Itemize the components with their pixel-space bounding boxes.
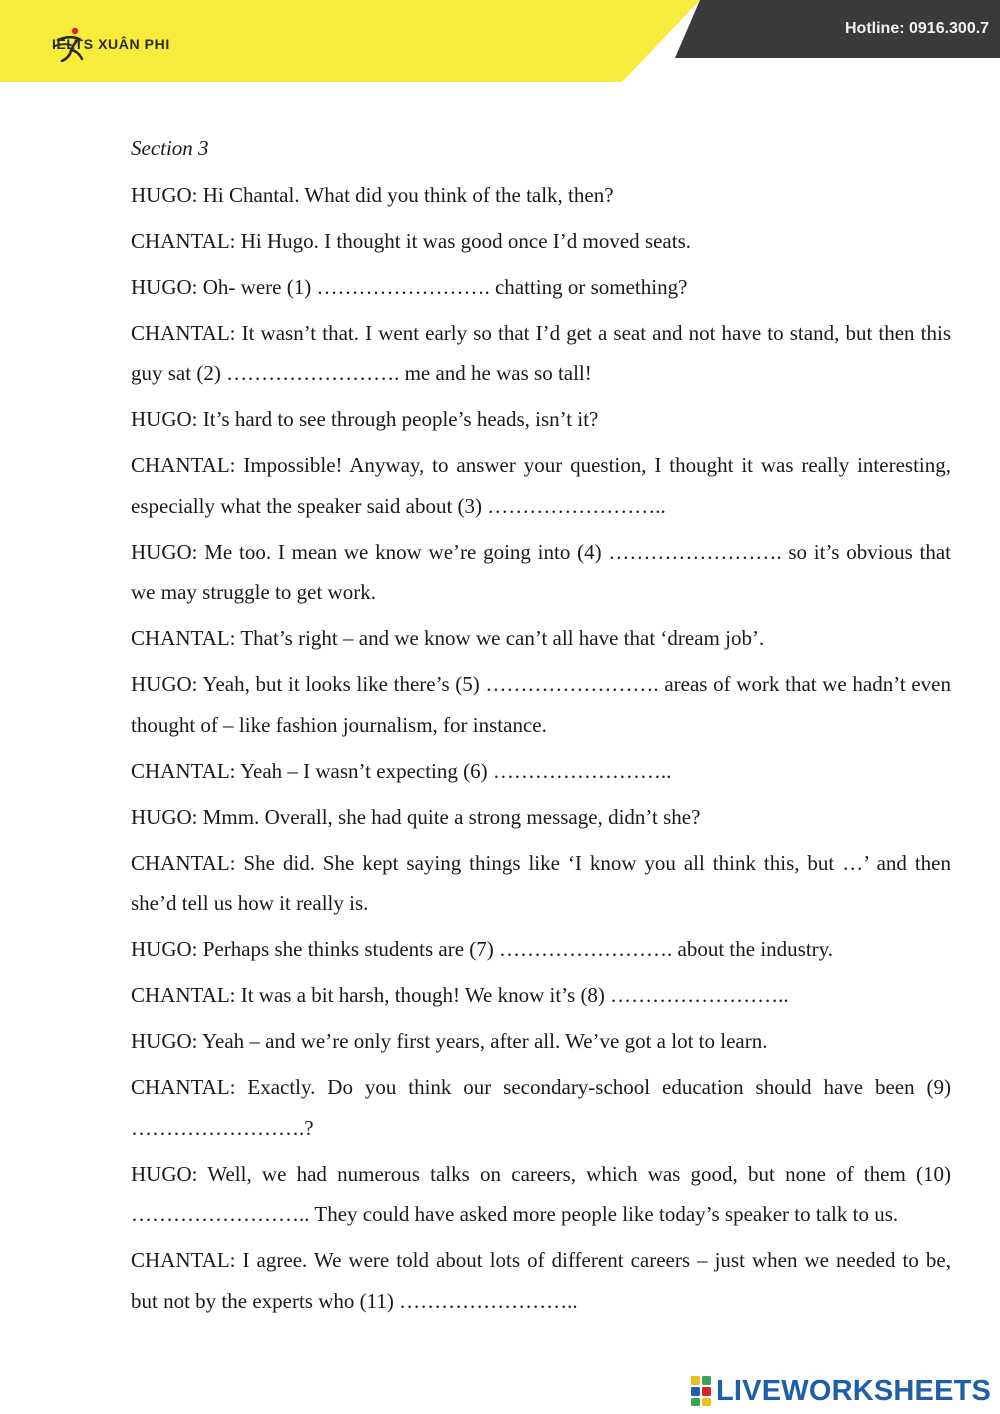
dialogue-line: HUGO: Perhaps she thinks students are (7) ……………………. about the industry. [131,937,834,961]
dialogue-line: HUGO: Oh- were (1) ……………………. chatting or something? [131,274,688,299]
liveworksheets-wordmark: LIVEWORKSHEETS [716,1374,992,1407]
liveworksheets-logo [690,1372,991,1410]
dialogue-line: HUGO: It’s hard to see through people’s heads, isn’t it? [131,407,599,431]
hotline-text: Hotline: 0916.300.7 [845,20,990,37]
dialogue-line: CHANTAL: She did. She kept saying things like ‘I know you all think this, but …’ and then she’d tell us how it really is. [131,850,951,915]
liveworksheets-icon [690,1375,712,1407]
dialogue-line: HUGO: Hi Chantal. What did you think of the talk, then? [131,182,614,207]
dialogue-line: CHANTAL: It was a bit harsh, though! We know it’s (8) …………………….. [131,983,789,1007]
dialogue-line: CHANTAL: Exactly. Do you think our secondary-school education should have been (9) …………………….? [131,1075,951,1140]
ielts-runner-icon [52,26,90,62]
dialogue-line: HUGO: Yeah, but it looks like there’s (5) ……………………. areas of work that we hadn’t even thought of – like fashion journalism, for instance. [131,672,951,737]
dialogue-line: CHANTAL: I agree. We were told about lots of different careers – just when we needed to be, but not by the experts who (11) …………………….. [131,1248,951,1313]
section-title: Section 3 [131,136,209,160]
dialogue-line: CHANTAL: Impossible! Anyway, to answer your question, I thought it was really interesting, especially what the speaker said about (3) …………………….. [131,453,951,518]
brand-name: IELTS XUÂN PHI [52,36,170,52]
transcript-body [131,128,951,1327]
dialogue-line: HUGO: Well, we had numerous talks on careers, which was good, but none of them (10) …………………….. They could have asked more people like today’s speaker to talk to us. [131,1161,951,1226]
dialogue-line: HUGO: Yeah – and we’re only first years, after all. We’ve got a lot to learn. [131,1029,768,1053]
dialogue-line: CHANTAL: It wasn’t that. I went early so that I’d get a seat and not have to stand, but then this guy sat (2) ……………………. me and he was so tall! [131,320,951,385]
brand-logo [52,26,170,62]
dialogue-line: CHANTAL: That’s right – and we know we can’t all have that ‘dream job’. [131,626,765,650]
page-header [0,0,1000,82]
dialogue-line: HUGO: Me too. I mean we know we’re going into (4) ……………………. so it’s obvious that we may struggle to get work. [131,539,951,604]
dialogue-line: HUGO: Mmm. Overall, she had quite a strong message, didn’t she? [131,804,701,829]
dialogue-line: CHANTAL: Hi Hugo. I thought it was good once I’d moved seats. [131,228,691,253]
dialogue-line: CHANTAL: Yeah – I wasn’t expecting (6) …………………….. [131,758,672,783]
